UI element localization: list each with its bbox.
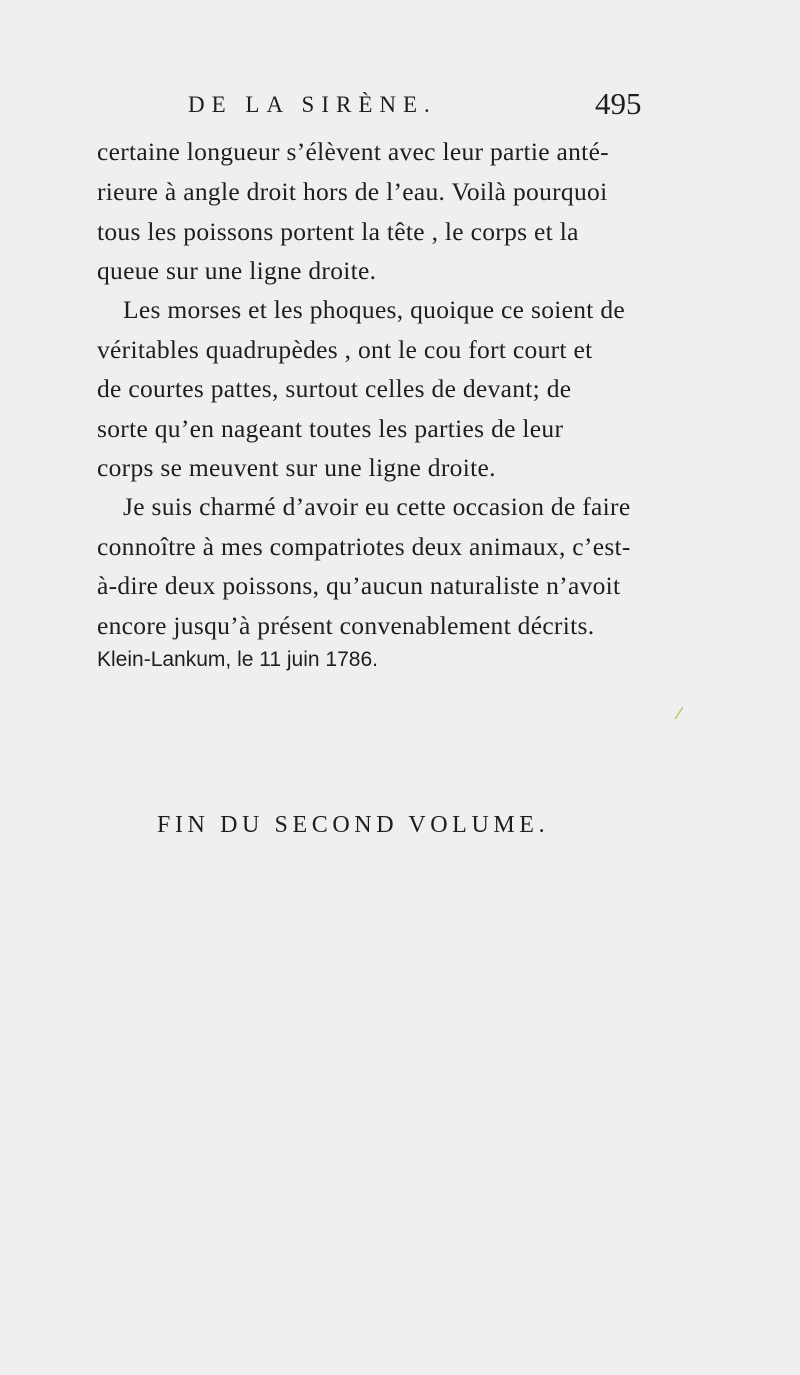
ink-mark [674,706,684,720]
page-number: 495 [595,86,642,121]
text-line: tous les poissons portent la tête , le corps et la [97,217,579,246]
text-line: encore jusqu’à présent convenablement décrits. [97,611,595,640]
place-date-signature: Klein-Lankum, le 11 juin 1786. [97,648,378,671]
text-line: rieure à angle droit hors de l’eau. Voilà pourquoi [97,177,608,206]
closing-line: FIN DU SECOND VOLUME. [157,812,550,838]
text-line: queue sur une ligne droite. [97,256,377,285]
page-header [0,86,800,132]
text-line: véritables quadrupèdes , ont le cou fort court et [97,335,593,364]
paragraph-start-line: Les morses et les phoques, quoique ce soient de [123,295,626,324]
text-line: de courtes pattes, surtout celles de devant; de [97,374,572,403]
text-line: corps se meuvent sur une ligne droite. [97,453,496,482]
text-line: à-dire deux poissons, qu’aucun naturaliste n’avoit [97,571,621,600]
paragraph-start-line: Je suis charmé d’avoir eu cette occasion de faire [123,492,631,521]
running-title: DE LA SIRÈNE. [188,92,437,117]
text-line: connoître à mes compatriotes deux animaux, c’est- [97,532,631,561]
text-line: sorte qu’en nageant toutes les parties de leur [97,414,564,443]
text-line: certaine longueur s’élèvent avec leur partie anté- [97,137,609,166]
